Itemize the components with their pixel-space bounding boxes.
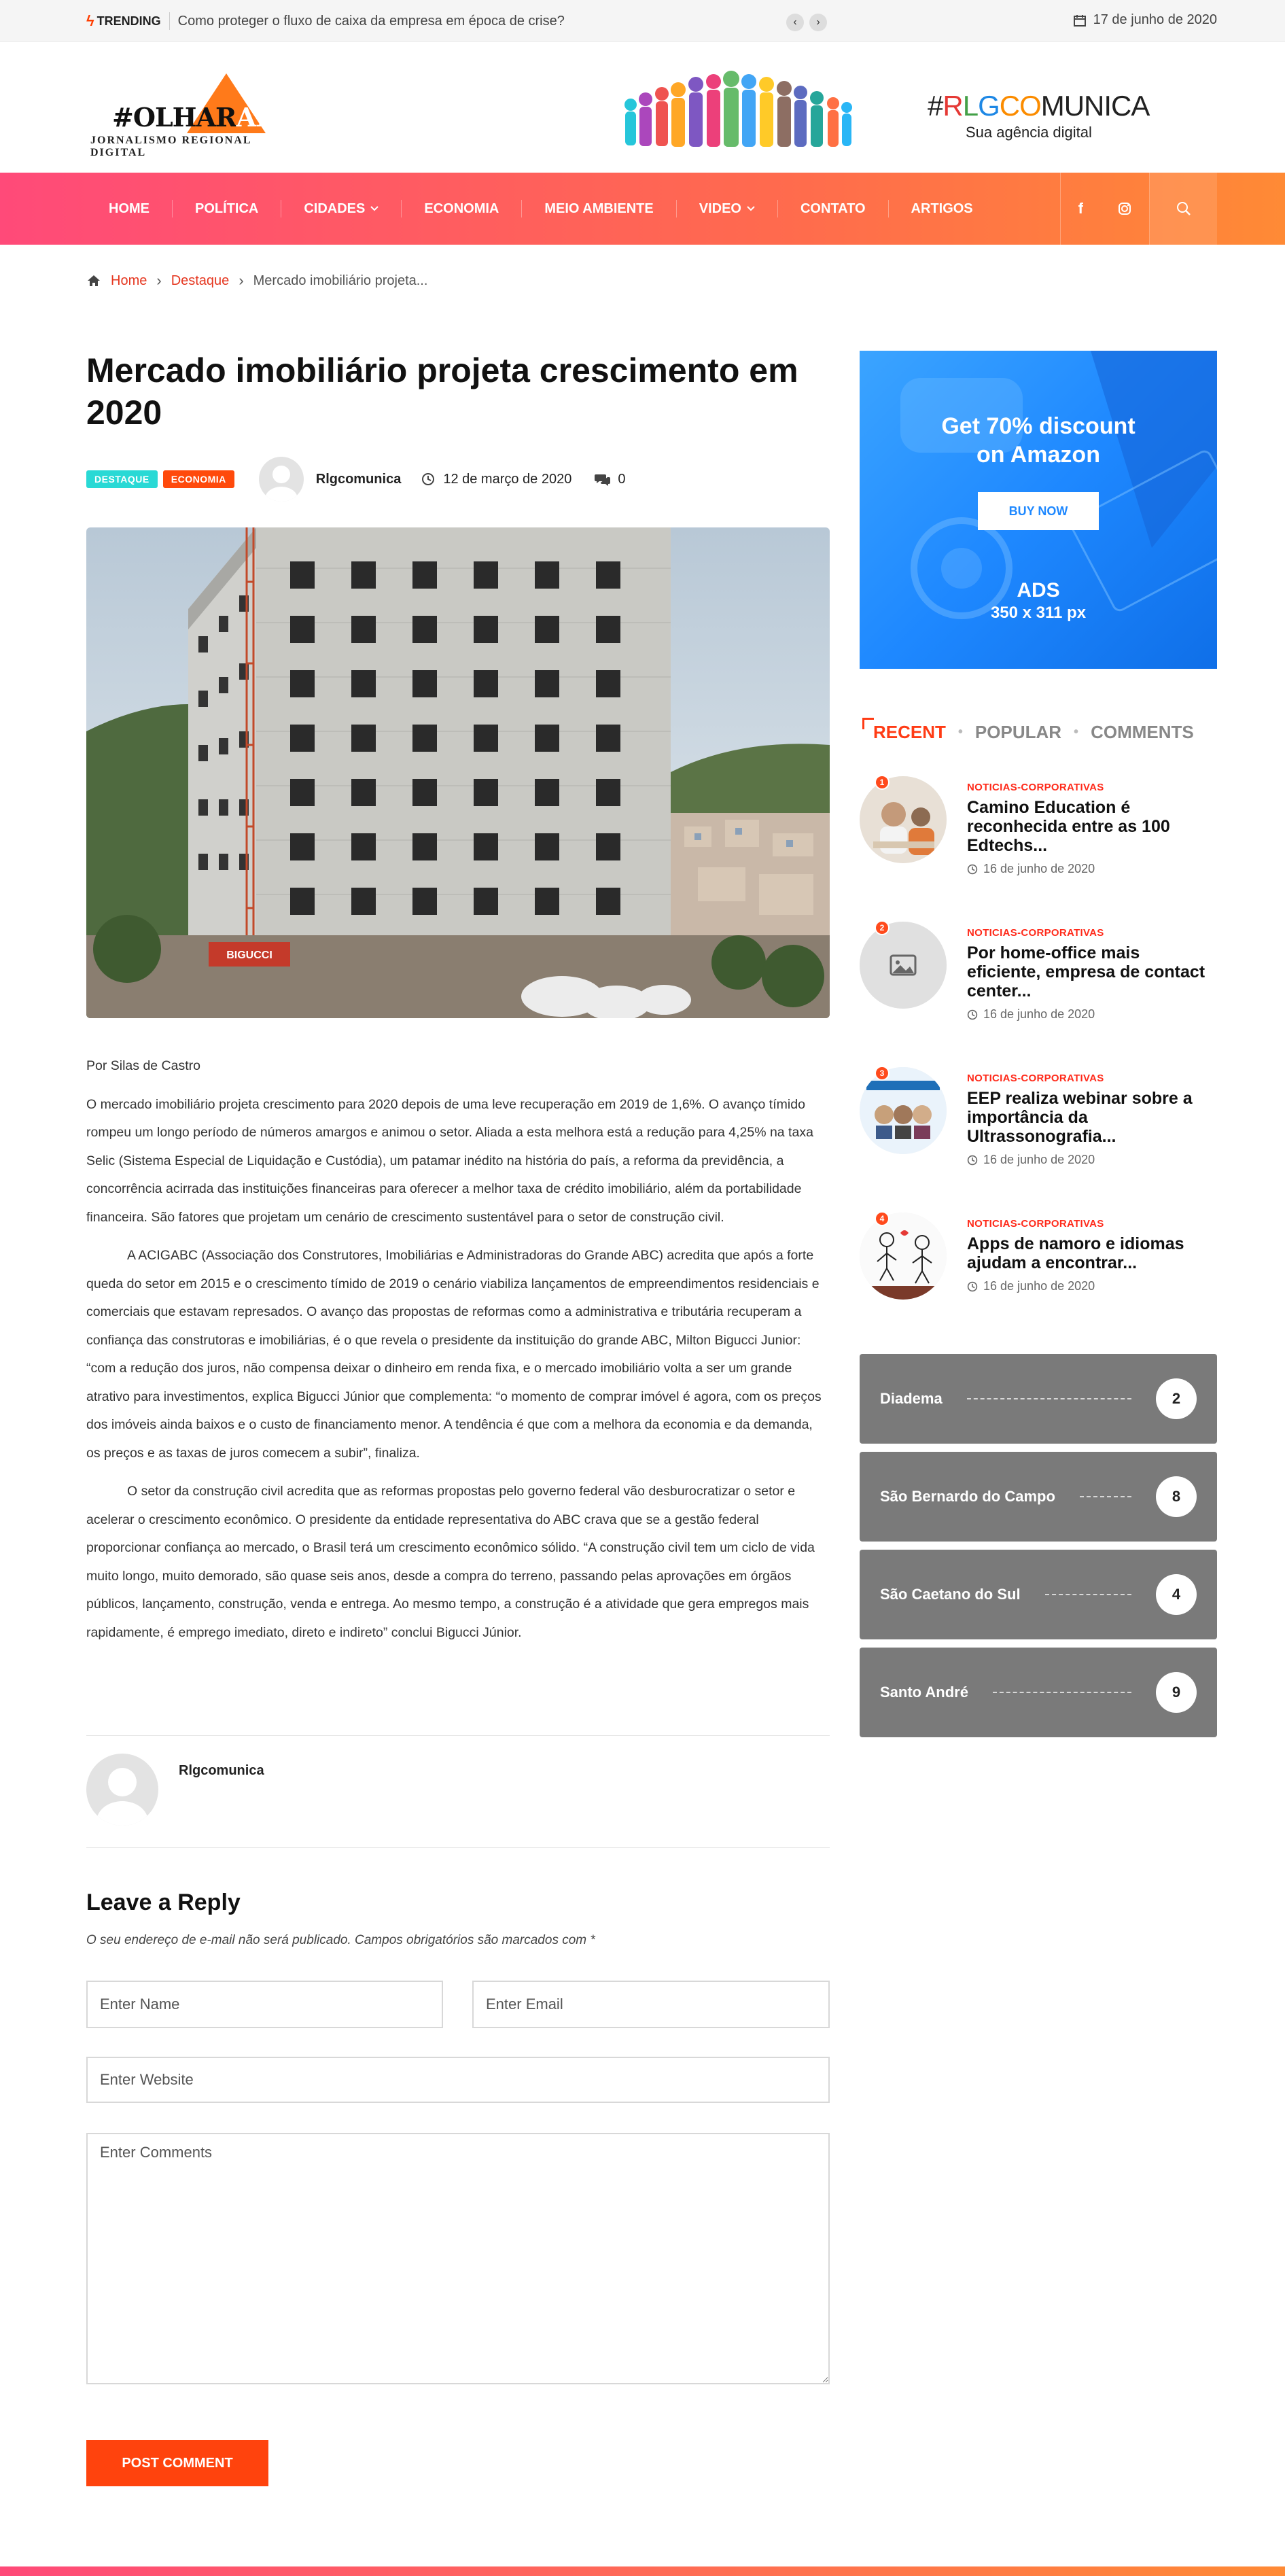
post-category[interactable]: NOTICIAS-CORPORATIVAS — [967, 927, 1104, 939]
city-link-santo-andre[interactable]: Santo André 9 — [860, 1648, 1217, 1737]
home-icon — [86, 274, 101, 288]
post-rank: 3 — [875, 1066, 890, 1081]
breadcrumb — [86, 272, 427, 290]
clock-icon — [967, 1009, 978, 1020]
clock-icon — [967, 1155, 978, 1166]
city-count: 9 — [1156, 1672, 1197, 1713]
post-comment-button[interactable]: POST COMMENT — [86, 2440, 268, 2486]
chevron-right-icon: › — [239, 272, 244, 289]
partner-tagline: Sua agência digital — [966, 124, 1092, 141]
clock-icon — [967, 1281, 978, 1292]
breadcrumb-current: Mercado imobiliário projeta... — [253, 273, 428, 288]
nav-item-video[interactable]: VIDEO — [677, 200, 778, 217]
article-date: 12 de março de 2020 — [421, 472, 571, 487]
post-date: 16 de junho de 2020 — [967, 862, 1095, 876]
chevron-right-icon[interactable]: › — [809, 14, 827, 31]
city-count: 4 — [1156, 1574, 1197, 1615]
tab-comments[interactable]: COMMENTS — [1091, 721, 1194, 742]
nav-item-cidades[interactable]: CIDADES — [281, 200, 402, 217]
author-name[interactable]: Rlgcomunica — [315, 471, 402, 487]
reply-title: Leave a Reply — [86, 1890, 241, 1915]
trending-headline[interactable]: Como proteger o fluxo de caixa da empresa em época de crise? — [177, 13, 565, 29]
badge-economia[interactable]: ECONOMIA — [163, 470, 234, 488]
ad-buy-now-button[interactable]: BUY NOW — [978, 492, 1099, 530]
trending-nav — [786, 14, 827, 31]
article-photo — [86, 527, 830, 1018]
sidebar-ad[interactable] — [860, 351, 1217, 669]
comments-textarea[interactable] — [86, 2133, 830, 2384]
post-thumbnail[interactable] — [860, 776, 947, 863]
sidebar-post[interactable] — [860, 776, 1217, 875]
calendar-icon — [1073, 14, 1087, 27]
comment-count[interactable]: 0 — [595, 472, 625, 487]
post-title[interactable]: Camino Education é reconhecida entre as 100 Edtechs... — [967, 798, 1170, 855]
sidebar-post[interactable] — [860, 1067, 1217, 1166]
ad-headline: Get 70% discount on Amazon — [941, 413, 1136, 468]
photo-sign-text: BIGUCCI — [226, 950, 272, 961]
post-title[interactable]: Apps de namoro e idiomas ajudam a encontrar... — [967, 1234, 1184, 1272]
post-thumbnail[interactable] — [860, 922, 947, 1009]
post-date: 16 de junho de 2020 — [967, 1279, 1095, 1293]
post-rank: 4 — [875, 1211, 890, 1226]
city-count: 2 — [1156, 1378, 1197, 1419]
post-category[interactable]: NOTICIAS-CORPORATIVAS — [967, 1073, 1104, 1084]
post-category[interactable]: NOTICIAS-CORPORATIVAS — [967, 782, 1104, 793]
city-link-sao-bernardo[interactable]: São Bernardo do Campo 8 — [860, 1452, 1217, 1542]
nav-item-politica[interactable]: POLÍTICA — [173, 200, 281, 217]
city-link-diadema[interactable]: Diadema 2 — [860, 1354, 1217, 1444]
chevron-right-icon: › — [156, 272, 162, 289]
email-input[interactable] — [472, 1981, 830, 2028]
article-paragraph: O mercado imobiliário projeta crescimento para 2020 depois de uma leve recuperação em 2019 de 1,6%. O avanço tímido rompeu um longo período de números amargos e animou o setor. Aliada a esta melhora está a redução para 4,25% na taxa Selic (Sistema Especial de Liquidação e Custódia), um patamar inédito na história do país, a reforma da previdência, a concorrência acirrada das instituições financeiras para oferecer a melhor taxa de crédito imobiliário, além da portabilidade financeira. São fatores que projetam um cenário de crescimento sustentável para o setor de construção civil. — [86, 1096, 813, 1225]
facebook-icon[interactable]: f — [1078, 200, 1083, 217]
nav-item-meio-ambiente[interactable]: MEIO AMBIENTE — [522, 200, 676, 217]
ad-size: 350 x 311 px — [990, 604, 1087, 622]
nav-item-home[interactable]: HOME — [86, 200, 173, 217]
chevron-down-icon — [747, 206, 755, 211]
sidebar-tabs: RECENT • POPULAR • COMMENTS — [860, 715, 1217, 749]
author-box-name[interactable]: Rlgcomunica — [179, 1763, 264, 1778]
bolt-icon: ϟ — [86, 12, 94, 29]
website-input[interactable] — [86, 2057, 830, 2103]
site-logo[interactable]: #OLHARABC JORNALISMO REGIONAL DIGITAL — [86, 68, 311, 150]
article-title: Mercado imobiliário projeta crescimento em 2020 — [86, 351, 798, 432]
people-banner-image — [617, 64, 855, 152]
footer-strip — [0, 2566, 1285, 2576]
post-date: 16 de junho de 2020 — [967, 1153, 1095, 1167]
author-box-avatar[interactable] — [86, 1754, 158, 1826]
top-date: 17 de junho de 2020 — [1073, 12, 1217, 28]
author-box — [86, 1735, 830, 1848]
top-bar — [0, 0, 1285, 42]
sidebar-post[interactable] — [860, 922, 1217, 1021]
nav-item-economia[interactable]: ECONOMIA — [402, 200, 522, 217]
main-nav — [0, 173, 1285, 245]
reply-note: O seu endereço de e-mail não será publicado. Campos obrigatórios são marcados com * — [86, 1933, 595, 1947]
post-rank: 2 — [875, 920, 890, 935]
trending-label: ϟ TRENDING — [86, 12, 170, 30]
badge-destaque[interactable]: DESTAQUE — [86, 470, 158, 488]
article-paragraph: O setor da construção civil acredita que as reformas propostas pelo governo federal vão desburocratizar o setor e acelerar o crescimento econômico. O presidente da entidade representativa do ABC crava que se a gestão federal proporcionar confiança ao mercado, o Brasil terá um crescimento econômico sólido. “A construção civil tem um ciclo de vida muito longo, muito demorado, são quase seis anos, desde a compra do terreno, passando pelas aprovações em órgãos públicos, lançamento, construção, venda e entrega. Ao mesmo tempo, a construção é a atividade que gera empregos mais rapidamente, é emprego imediato, direto e indireto” conclui Bigucci Júnior. — [86, 1484, 815, 1640]
clock-icon — [421, 472, 435, 486]
article-paragraph: A ACIGABC (Associação dos Construtores, Imobiliárias e Administradoras do Grande ABC) acredita que após a forte queda do setor em 2015 e o crescimento tímido de 2019 o cenário viabiliza lançamentos de empreendimentos residenciais e comerciais que estavam represados. O avanço das propostas de reformas como a administrativa e tributária recuperam a confiança das construtoras e imobiliárias, é o que revela o presidente da instituição do grande ABC, Milton Bigucci Junior: “com a redução dos juros, não compensa deixar o dinheiro em renda fixa, e o mercado imobiliário volta a ser um grande atrativo para investimentos, explica Bigucci Júnior que complementa: “o momento de comprar imóvel é agora, com os preços dos imóveis ainda baixos e o custo de financiamento menor. A tendência é que com a melhora da economia e da demanda, os preços e as taxas de juros comecem a subir”, finaliza. — [86, 1248, 822, 1461]
tab-popular[interactable]: POPULAR — [974, 721, 1062, 742]
post-date: 16 de junho de 2020 — [967, 1007, 1095, 1022]
article-meta — [86, 454, 834, 504]
nav-item-artigos[interactable]: ARTIGOS — [911, 201, 973, 216]
ad-label: ADS — [1017, 579, 1060, 602]
instagram-icon[interactable] — [1118, 202, 1131, 215]
social-links — [1060, 173, 1150, 245]
nav-item-contato[interactable]: CONTATO — [778, 200, 889, 217]
clock-icon — [967, 864, 978, 875]
tab-recent[interactable]: RECENT — [860, 722, 951, 743]
post-thumbnail[interactable] — [860, 1213, 947, 1300]
logo-tagline: JORNALISMO REGIONAL DIGITAL — [90, 135, 251, 158]
breadcrumb-home[interactable]: Home — [111, 273, 147, 288]
article-byline: Por Silas de Castro — [86, 1058, 200, 1073]
article-body — [86, 1052, 830, 1657]
city-link-sao-caetano[interactable]: São Caetano do Sul 4 — [860, 1550, 1217, 1639]
city-count: 8 — [1156, 1476, 1197, 1517]
search-icon — [1176, 201, 1191, 216]
post-category[interactable]: NOTICIAS-CORPORATIVAS — [967, 1218, 1104, 1230]
breadcrumb-section[interactable]: Destaque — [171, 273, 230, 288]
partner-logo[interactable]: #RLGCOMUNICA Sua agência digital — [928, 90, 1150, 141]
sidebar-post[interactable] — [860, 1213, 1217, 1301]
search-button[interactable] — [1150, 173, 1217, 245]
post-title[interactable]: EEP realiza webinar sobre a importância da Ultrassonografia... — [967, 1089, 1193, 1146]
author-avatar[interactable] — [259, 457, 304, 502]
chevron-left-icon[interactable]: ‹ — [786, 14, 804, 31]
post-rank: 1 — [875, 775, 890, 790]
comments-icon — [595, 472, 611, 486]
chevron-down-icon — [370, 206, 379, 211]
name-input[interactable] — [86, 1981, 443, 2028]
post-title[interactable]: Por home-office mais eficiente, empresa de contact center... — [967, 943, 1205, 1000]
post-thumbnail[interactable] — [860, 1067, 947, 1154]
site-header — [0, 42, 1285, 173]
